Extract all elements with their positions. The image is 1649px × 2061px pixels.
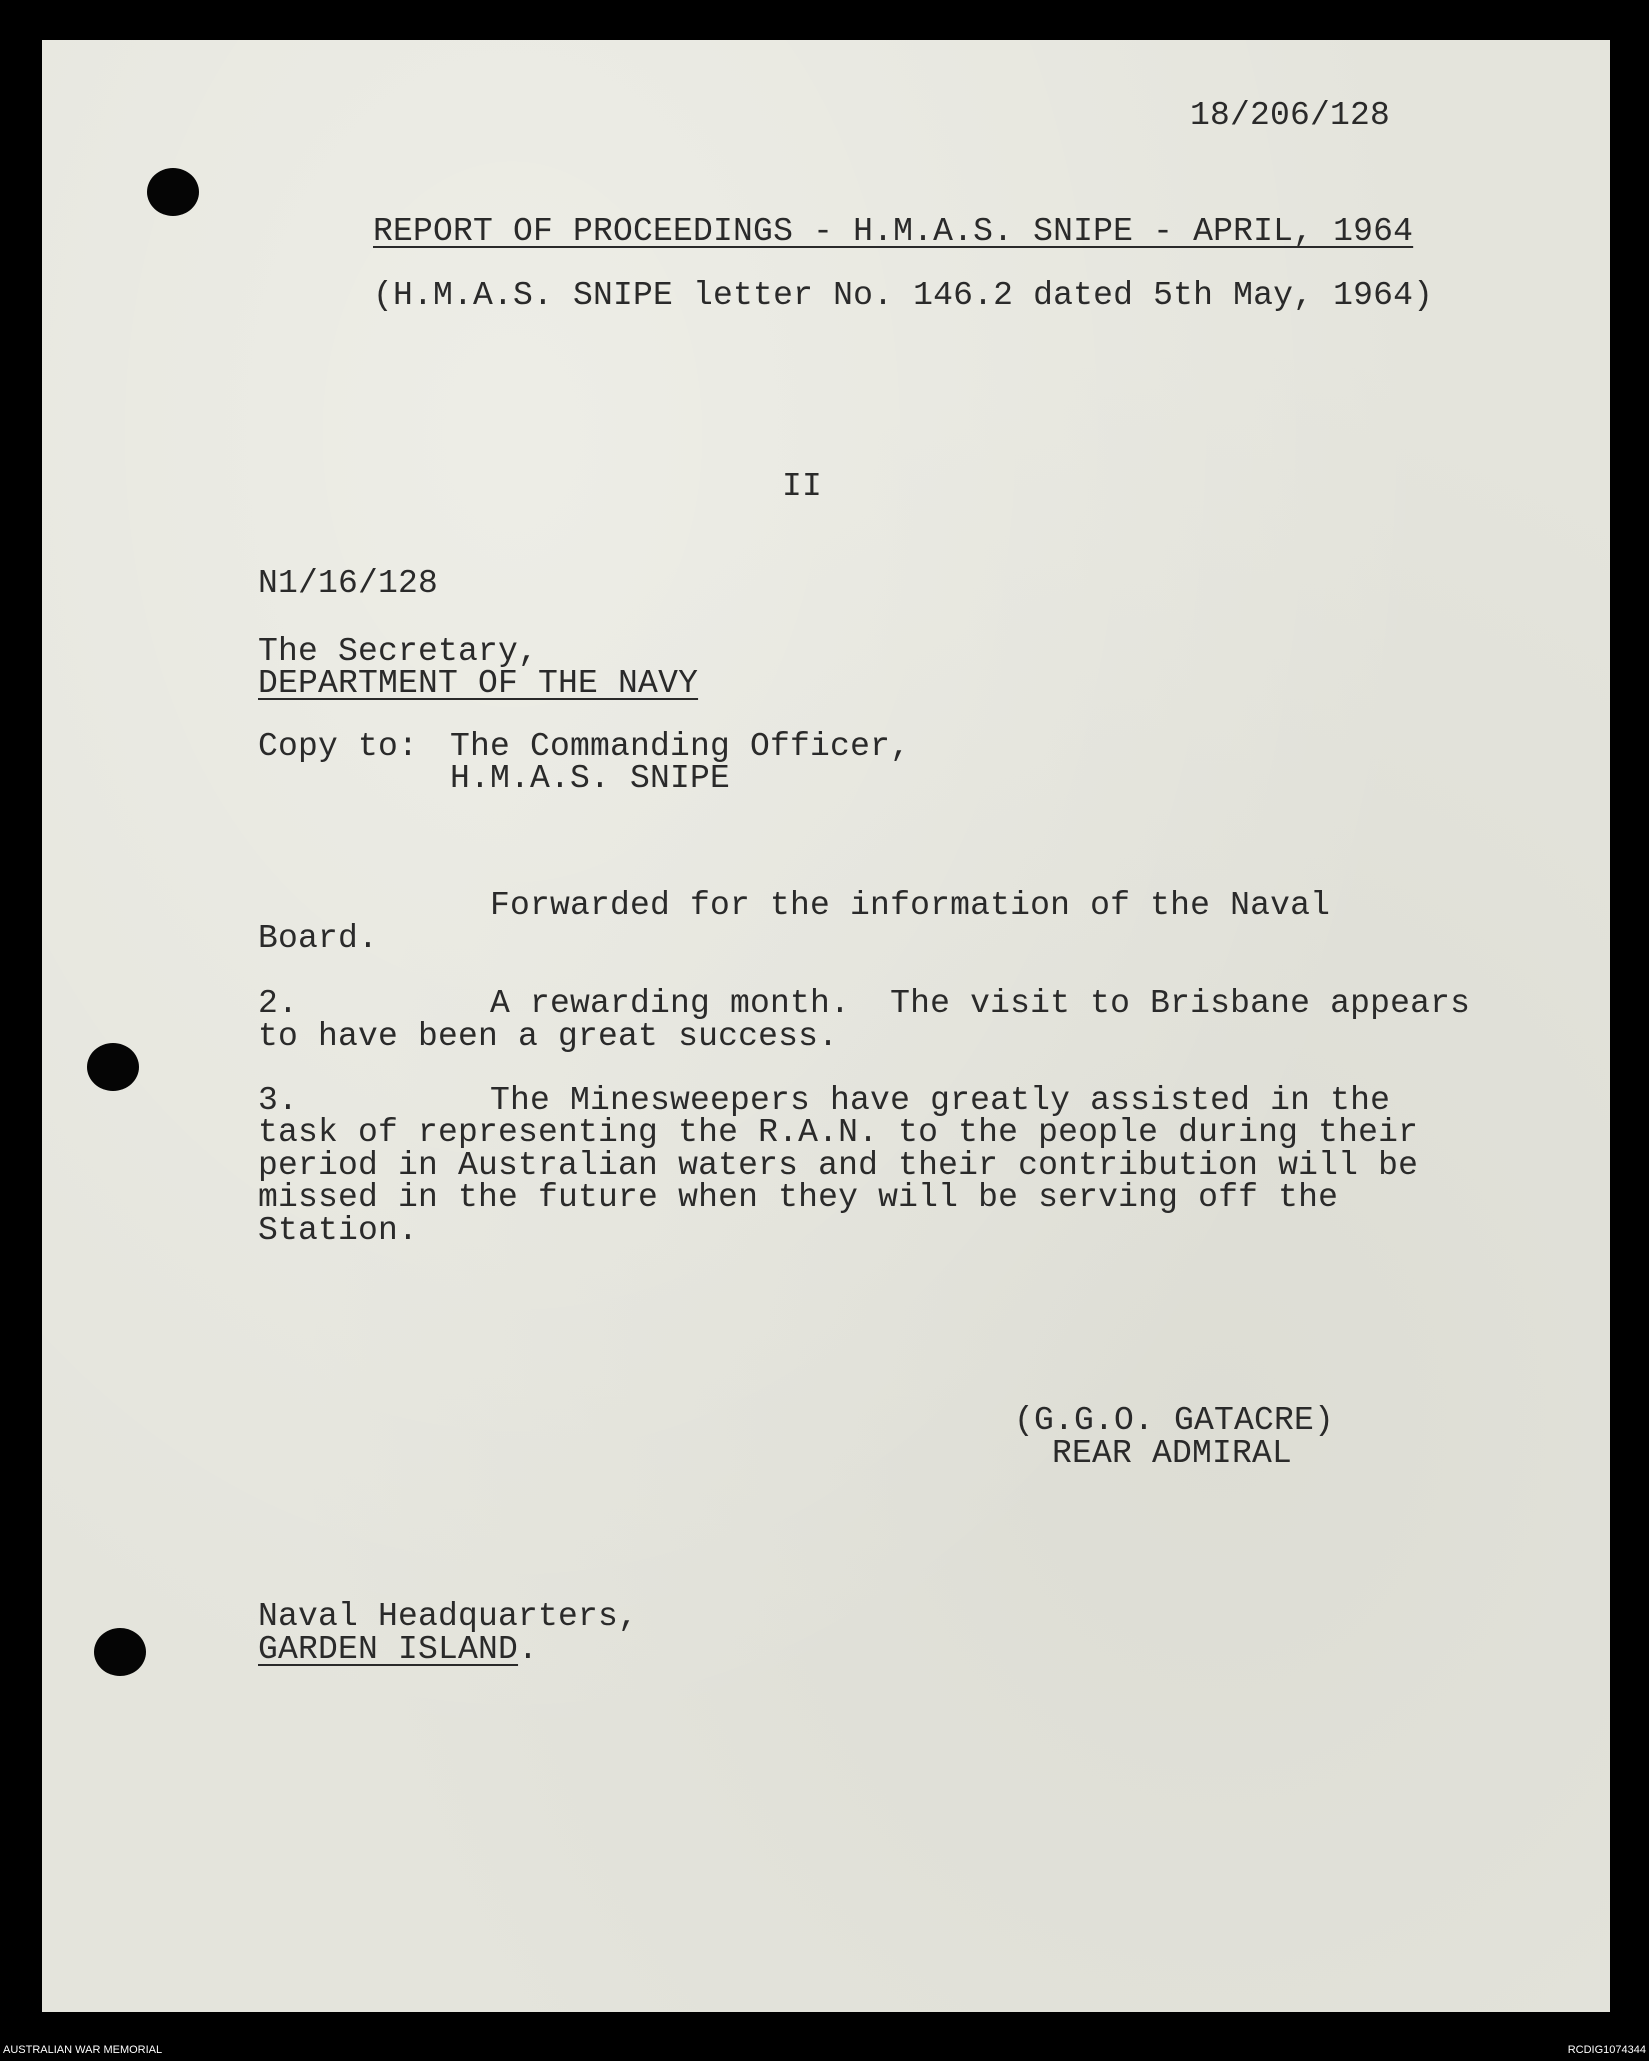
addressee-line-2: DEPARTMENT OF THE NAVY <box>258 665 699 702</box>
document-subtitle: (H.M.A.S. SNIPE letter No. 146.2 dated 5th May, 1964) <box>373 277 1434 314</box>
paragraph-1-line-2: Board. <box>258 920 379 957</box>
punch-hole-middle <box>87 1043 139 1091</box>
paragraph-1-line-1: Forwarded for the information of the Naval <box>490 887 1331 924</box>
paragraph-3-line-5: Station. <box>258 1212 419 1249</box>
paragraph-3-line-4: missed in the future when they will be serving off the <box>258 1179 1339 1216</box>
sender-line-1: Naval Headquarters, <box>258 1598 639 1635</box>
file-reference: 18/206/128 <box>1190 97 1391 134</box>
paragraph-2-line-1: A rewarding month. The visit to Brisbane appears <box>490 985 1471 1022</box>
addressee-line-1: The Secretary, <box>258 633 539 670</box>
sender-line-2: GARDEN ISLAND <box>258 1631 519 1668</box>
paragraph-3-number: 3. <box>258 1082 299 1119</box>
copy-to-line-2: H.M.A.S. SNIPE <box>450 760 731 797</box>
paragraph-3-line-1: The Minesweepers have greatly assisted in the <box>490 1082 1391 1119</box>
signature-rank: REAR ADMIRAL <box>1052 1435 1293 1472</box>
footer-archive-name: AUSTRALIAN WAR MEMORIAL <box>3 2044 163 2056</box>
paragraph-3-line-2: task of representing the R.A.N. to the people during their <box>258 1114 1419 1151</box>
paragraph-3-line-3: period in Australian waters and their contribution will be <box>258 1147 1419 1184</box>
paragraph-2-number: 2. <box>258 985 299 1022</box>
document-title: REPORT OF PROCEEDINGS - H.M.A.S. SNIPE - APRIL, 1964 <box>373 213 1414 250</box>
signature-name: (G.G.O. GATACRE) <box>1014 1402 1335 1439</box>
punch-hole-top <box>147 168 199 216</box>
copy-to-line-1: The Commanding Officer, <box>450 728 911 765</box>
punch-hole-bottom <box>94 1628 146 1676</box>
paragraph-2-line-2: to have been a great success. <box>258 1018 839 1055</box>
section-number: II <box>782 468 823 505</box>
reference-number: N1/16/128 <box>258 565 439 602</box>
footer-archive-id: RCDIG1074344 <box>1567 2044 1646 2056</box>
sender-line-2-wrapper <box>258 1633 538 1666</box>
sender-line-2-punct: . <box>518 1631 539 1668</box>
copy-to-label: Copy to: <box>258 728 419 765</box>
